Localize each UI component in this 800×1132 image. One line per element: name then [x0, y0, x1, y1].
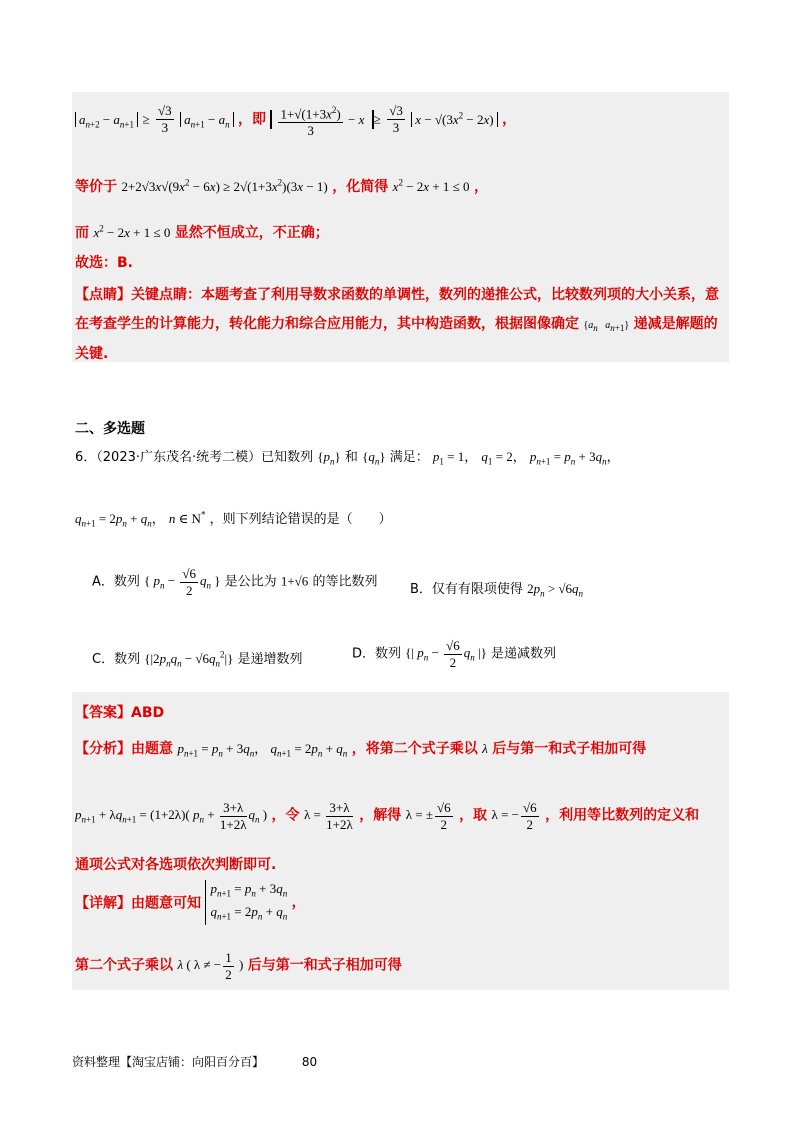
footer-source: 资料整理【淘宝店铺：向阳百分百】 [72, 1055, 265, 1069]
key-point-line-3: 关键. [75, 346, 109, 362]
question-line-1: 6．（2023·广东茂名·统考二模）已知数列 $\{p_n\}$ 和 $\{q_n\}$ 满足： $p_1 = 1$， $q_1 = 2$， $p_{n+1} = p_n + 3q_n$， [75, 449, 620, 467]
question-line-2: $q_{n+1} = 2p_n + q_n$， n ∈ N* ，则下列结论错误的是（ ） [75, 509, 392, 529]
section-title: 二、多选题 [75, 421, 145, 437]
key-point-line-1: 【点睛】关键点睛：本题考查了利用导数求函数的单调性，数列的递推公式，比较数列项的大小关系，意 [75, 287, 719, 303]
page-number: 80 [301, 1055, 318, 1069]
option-b[interactable]: B．仅有有限项使得 $2p_n > √6q_n$ [410, 581, 584, 599]
option-a[interactable]: A．数列 { $p_n$ − $\frac{√6}{2}$ $q_n$ } 是公比为 1+√6 的等比数列 [92, 566, 378, 598]
answer-label: 【答案】ABD [75, 705, 165, 721]
multiply-line: 第二个式子乘以 λ ( λ ≠ − $\frac{1}{2}$ ) 后与第一和式子相加可得 [75, 950, 402, 982]
option-d[interactable]: D．数列 {| $p_n$ − $\frac{√6}{2}$ $q_n$ |} 是递减数列 [352, 638, 556, 670]
page-footer [72, 1053, 317, 1070]
choose-answer: 故选：B. [75, 255, 133, 271]
conclusion-line: 而 $x^2 - 2x + 1 \le 0$ 显然不恒成立，不正确； [75, 223, 329, 241]
inequality-line: $a_{n+2} - a_{n+1}$ ≥ $\frac{√3}{3}$ $a_{n+1} - a_n$ ，即 $\frac{1+√(1+3x^2)}{3}$ − x ≥ $\frac{√3}{3}$ $x - √(3x^2 - 2x)$ ， [75, 102, 516, 139]
derivation-line: $p_{n+1} + \lambda q_{n+1} = (1+2\lambda)$( $p_n$ + $\frac{3+\lambda}{1+2\lambda}$ $q_n$ ) ，令 λ = $\frac{3+\lambda}{1+2\lambda}$ ，解得 λ = ± $\frac{√6}{2}$ ，取 λ = − $\frac{√6}{2}$ ，利用等比数列的定义和 [75, 800, 700, 832]
analysis-line: 【分析】由题意 $p_{n+1} = p_n + 3q_n$， $q_{n+1} = 2p_n + q_n$ ，将第二个式子乘以 λ 后与第一和式子相加可得 [75, 741, 647, 759]
connector-text: ，即 [238, 111, 267, 128]
equivalence-line: 等价于 $2+2√3x√(9x^2 - 6x) \ge 2√(1+3x^2)(3x - 1)$ ，化简得 $x^2 - 2x + 1 \le 0$ ， [75, 177, 488, 195]
answer-block [72, 692, 729, 990]
key-point-line-2: 在考查学生的计算能力，转化能力和综合应用能力，其中构造函数，根据图像确定 {$a_n$ $a_{n+1}$} 递减是解题的 [75, 316, 718, 333]
detail-line: 【详解】由题意可知 $p_{n+1} = p_n + 3q_n$ $q_{n+1} = 2p_n + q_n$ ， [75, 880, 306, 925]
option-c[interactable]: C．数列 $\{|2p_nq_n - √6q_n^2|\}$ 是递增数列 [92, 649, 303, 669]
derivation-line-2: 通项公式对各选项依次判断即可. [75, 857, 277, 873]
